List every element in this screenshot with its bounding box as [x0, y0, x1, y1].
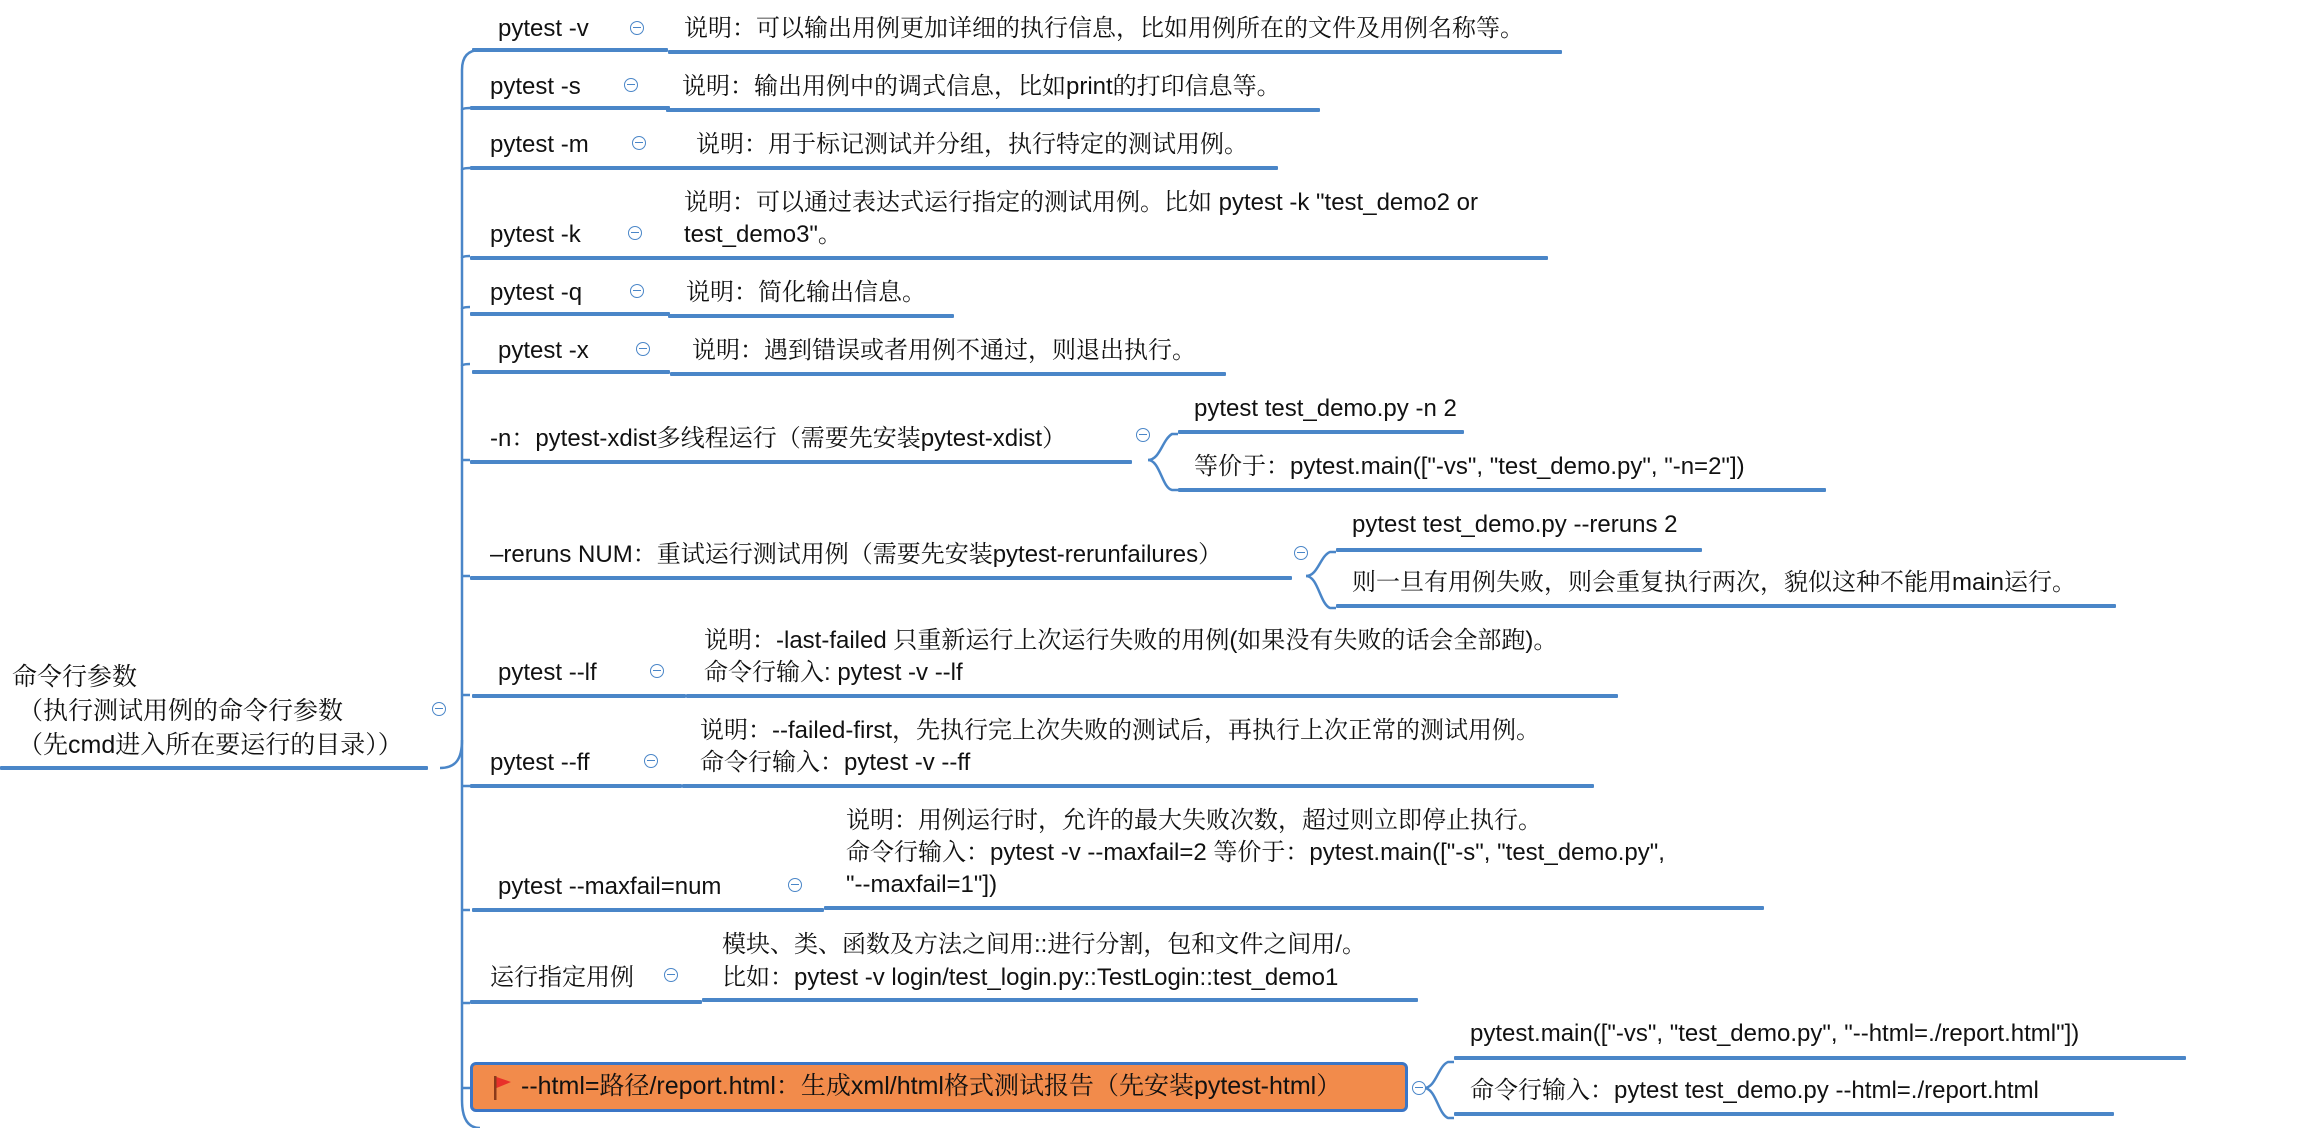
child-node: 等价于：pytest.main(["-vs", "test_demo.py", "-n=2"])	[1194, 453, 1745, 480]
collapse-minus-icon[interactable]	[1412, 1081, 1426, 1095]
branch-label: pytest -x	[498, 337, 589, 364]
branch-underline	[472, 48, 668, 52]
root-subtitle-2: （先cmd进入所在要运行的目录））	[18, 731, 403, 759]
child-node: pytest.main(["-vs", "test_demo.py", "--html=./report.html"])	[1470, 1020, 2080, 1047]
description-underline	[666, 256, 1548, 260]
branch-label: --html=路径/report.html：生成xml/html格式测试报告（先安装pytest-html）	[521, 1072, 1342, 1100]
description-underline	[682, 784, 1594, 788]
collapse-minus-icon[interactable]	[636, 342, 650, 356]
root-underline	[0, 766, 428, 770]
root-subtitle: （执行测试用例的命令行参数	[18, 697, 344, 725]
description-underline	[702, 998, 1418, 1002]
description-underline	[666, 108, 1320, 112]
branch-underline	[472, 694, 686, 698]
branch-description: 说明：遇到错误或者用例不通过，则退出执行。	[692, 337, 1196, 364]
collapse-minus-icon[interactable]	[630, 21, 644, 35]
description-underline	[824, 906, 1764, 910]
branch-description: 说明：用于标记测试并分组，执行特定的测试用例。	[696, 131, 1248, 158]
branch-label: pytest -m	[490, 131, 589, 158]
branch-description: 说明：可以通过表达式运行指定的测试用例。比如 pytest -k "test_demo2 or	[684, 189, 1478, 216]
branch-label: pytest --ff	[490, 749, 590, 776]
branch-label: pytest --lf	[498, 659, 597, 686]
branch-underline	[472, 908, 824, 912]
branch-underline	[470, 460, 1132, 464]
collapse-minus-icon[interactable]	[664, 968, 678, 982]
branch-underline	[470, 106, 670, 110]
branch-description: 说明：输出用例中的调式信息，比如print的打印信息等。	[682, 73, 1281, 100]
branch-description: 说明：--failed-first，先执行完上次失败的测试后，再执行上次正常的测试用例。	[700, 717, 1541, 744]
branch-label: 运行指定用例	[490, 964, 634, 991]
child-underline	[1336, 548, 1702, 552]
child-underline	[1178, 430, 1464, 434]
branch-description-line2: 命令行输入：pytest -v --maxfail=2 等价于：pytest.main(["-s", "test_demo.py",	[846, 839, 1665, 866]
branch-description-line2: 比如：pytest -v login/test_login.py::TestLogin::test_demo1	[722, 964, 1339, 991]
child-underline	[1454, 1112, 2114, 1116]
branch-underline	[470, 1000, 702, 1004]
branch-label: pytest -s	[490, 73, 581, 100]
collapse-minus-icon[interactable]	[432, 702, 446, 716]
collapse-minus-icon[interactable]	[650, 664, 664, 678]
collapse-minus-icon[interactable]	[630, 284, 644, 298]
collapse-minus-icon[interactable]	[632, 136, 646, 150]
collapse-minus-icon[interactable]	[624, 78, 638, 92]
child-node: 则一旦有用例失败，则会重复执行两次，貌似这种不能用main运行。	[1352, 569, 2077, 596]
child-underline	[1454, 1056, 2186, 1060]
branch-description-line2: test_demo3"。	[684, 221, 842, 248]
branch-description-line3: "--maxfail=1"])	[846, 871, 998, 898]
child-node: pytest test_demo.py --reruns 2	[1352, 511, 1678, 538]
branch-description: 说明：可以输出用例更加详细的执行信息，比如用例所在的文件及用例名称等。	[684, 15, 1524, 42]
branch-label: pytest -k	[490, 221, 581, 248]
branch-label: pytest -q	[490, 279, 583, 306]
branch-label: pytest --maxfail=num	[498, 873, 722, 900]
branch-underline	[470, 784, 682, 788]
branch-underline	[472, 370, 670, 374]
branch-description: 模块、类、函数及方法之间用::进行分割，包和文件之间用/。	[722, 931, 1367, 958]
collapse-minus-icon[interactable]	[628, 226, 642, 240]
branch-description: 说明：用例运行时，允许的最大失败次数，超过则立即停止执行。	[846, 807, 1542, 834]
child-underline	[1336, 604, 2116, 608]
collapse-minus-icon[interactable]	[1294, 546, 1308, 560]
highlighted-node[interactable]	[470, 1062, 1408, 1112]
branch-underline	[470, 576, 1292, 580]
flag-icon	[493, 1075, 513, 1101]
child-node: 命令行输入：pytest test_demo.py --html=./report.html	[1470, 1077, 2039, 1104]
collapse-minus-icon[interactable]	[788, 878, 802, 892]
collapse-minus-icon[interactable]	[644, 754, 658, 768]
branch-description: 说明：-last-failed 只重新运行上次运行失败的用例(如果没有失败的话会全部跑)。	[704, 627, 1558, 654]
child-underline	[1178, 488, 1826, 492]
root-title: 命令行参数	[12, 663, 138, 691]
branch-label: –reruns NUM：重试运行测试用例（需要先安装pytest-rerunfailures）	[490, 541, 1223, 568]
branch-label: pytest -v	[498, 15, 589, 42]
collapse-minus-icon[interactable]	[1136, 428, 1150, 442]
branch-underline	[470, 256, 670, 260]
description-underline	[668, 50, 1562, 54]
branch-description-line2: 命令行输入: pytest -v --lf	[704, 659, 963, 686]
branch-label: -n：pytest-xdist多线程运行（需要先安装pytest-xdist）	[490, 425, 1067, 452]
branch-underline	[470, 312, 670, 316]
description-underline	[668, 314, 954, 318]
branch-description: 说明：简化输出信息。	[686, 279, 926, 306]
branch-description-line2: 命令行输入：pytest -v --ff	[700, 749, 971, 776]
description-underline	[686, 694, 1618, 698]
description-underline	[666, 166, 1278, 170]
child-node: pytest test_demo.py -n 2	[1194, 395, 1457, 422]
branch-underline	[470, 166, 670, 170]
description-underline	[670, 372, 1226, 376]
